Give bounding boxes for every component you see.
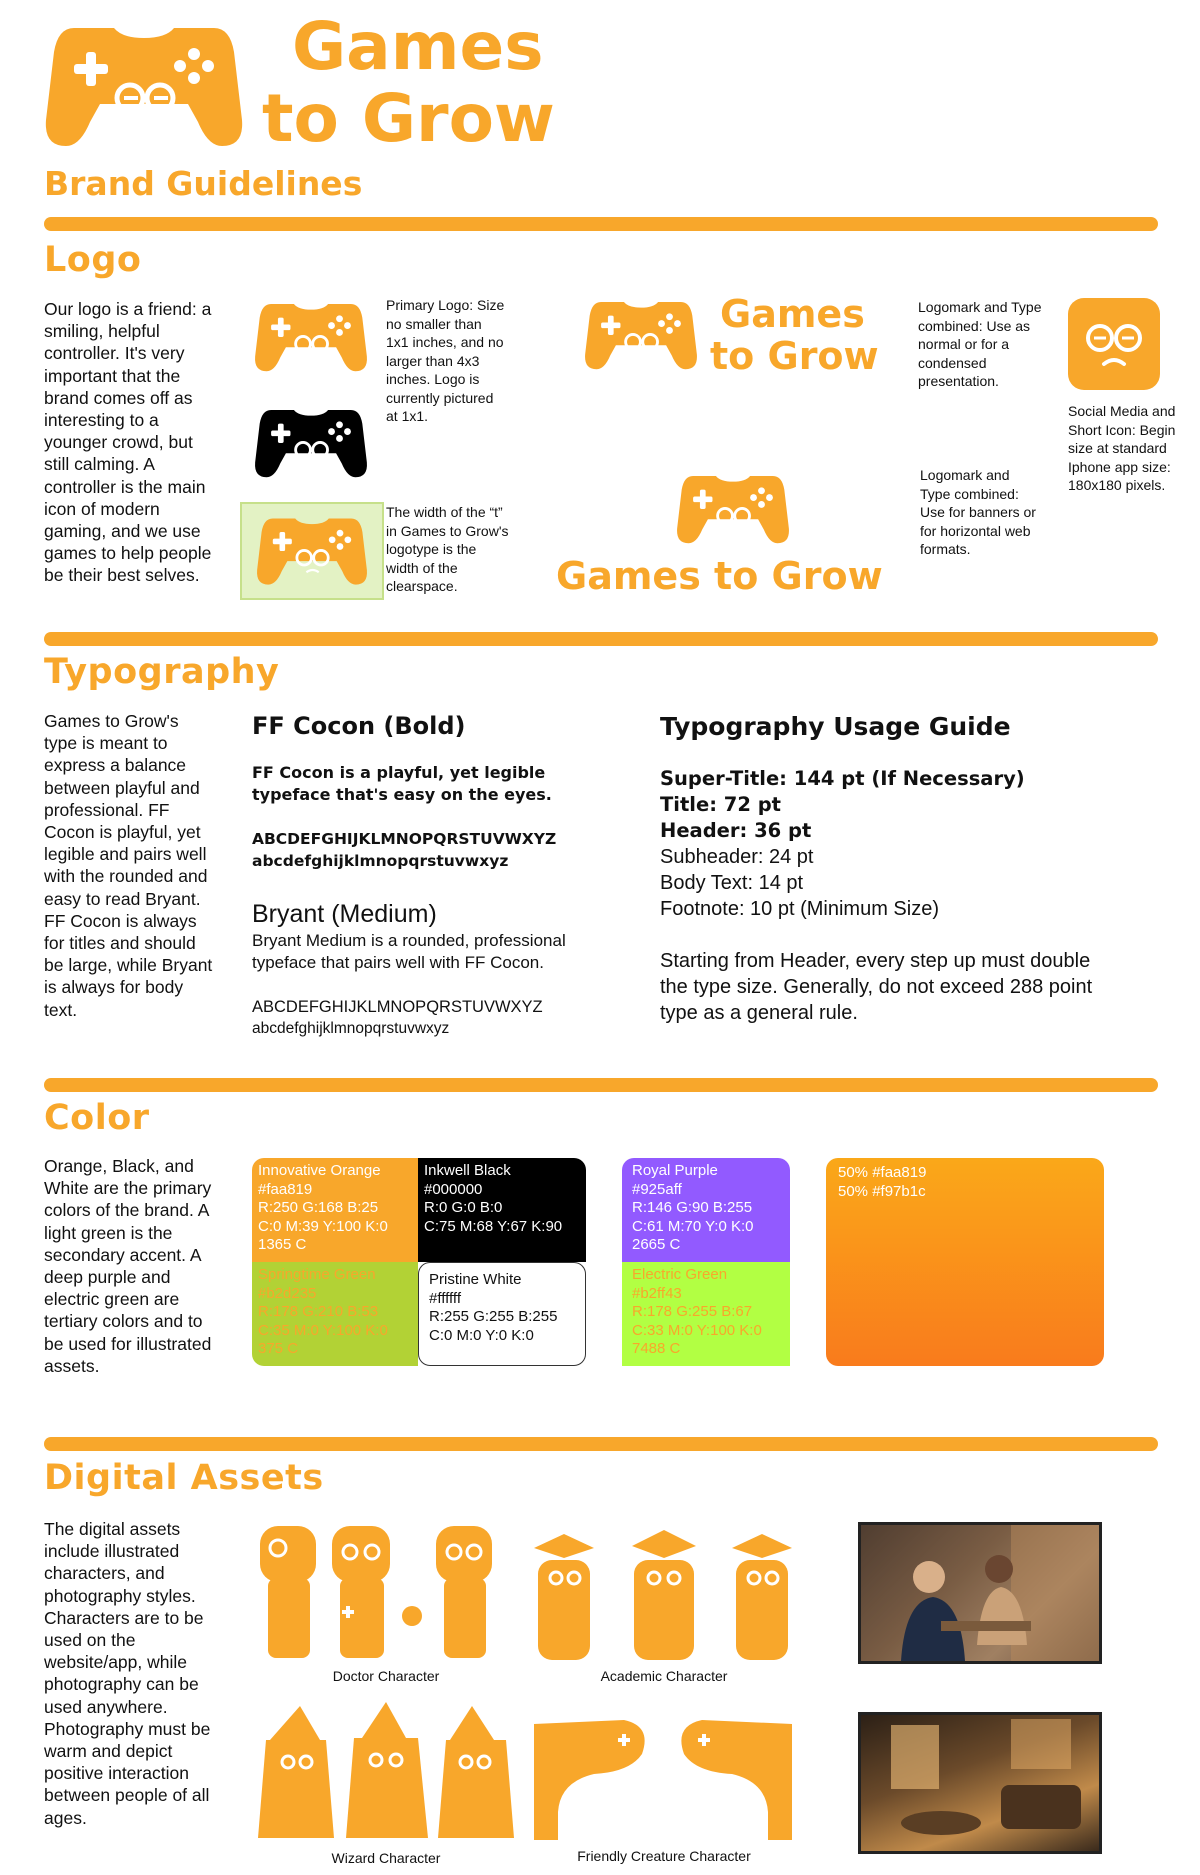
swatch-cmyk: C:0 M:0 Y:0 K:0 <box>429 1326 534 1344</box>
cocon-uppercase: ABCDEFGHIJKLMNOPQRSTUVWXYZ <box>252 830 557 848</box>
wizard-character-illustration <box>250 1700 522 1840</box>
swatch-rgb: R:255 G:255 B:255 <box>429 1308 558 1326</box>
digital-assets-intro: The digital assets include illustrated characters, and photography styles. Characters are to be used on the website/app, while photography can be used anywhere. Photography must be warm and depict positive interaction between people of all ages. <box>44 1519 211 1828</box>
swatch-royal-purple <box>622 1158 790 1262</box>
cocon-title: FF Cocon (Bold) <box>252 712 466 740</box>
logo-intro: Our logo is a friend: a smiling, helpful controller. It's very important that the brand comes off as interesting to a younger crowd, but still calming. A controller is the main icon of modern gaming, and we use games to help people be their best selves. <box>44 299 212 586</box>
divider <box>44 1437 1158 1451</box>
gradient-line1: 50% #faa819 <box>838 1164 927 1181</box>
swatch-rgb: R:146 G:90 B:255 <box>632 1199 753 1217</box>
guide-title-size: Title: 72 pt <box>660 793 782 816</box>
swatch-innovative-orange <box>252 1158 418 1262</box>
bryant-uppercase: ABCDEFGHIJKLMNOPQRSTUVWXYZ <box>252 998 543 1016</box>
icon-note: Social Media and Short Icon: Begin size at standard Iphone app size: 180x180 pixels. <box>1068 403 1176 493</box>
swatch-pms: 2665 C <box>632 1236 681 1254</box>
swatch-gradient <box>826 1158 1104 1366</box>
swatch-cmyk: C:0 M:39 Y:100 K:0 <box>258 1217 388 1235</box>
swatch-name: Electric Green <box>632 1266 728 1283</box>
brand-title-line2: to Grow <box>262 80 555 157</box>
swatch-hex: #b2d235 <box>258 1284 317 1302</box>
wizard-caption: Wizard Character <box>331 1850 441 1866</box>
condensed-word2: to Grow <box>710 334 879 378</box>
guide-body-size: Body Text: 14 pt <box>660 872 804 894</box>
academic-caption: Academic Character <box>600 1668 728 1684</box>
clearspace-note: The width of the “t” in Games to Grow's logotype is the width of the clearspace. <box>386 504 509 594</box>
swatch-inkwell-black <box>418 1158 586 1262</box>
clearspace-frame <box>240 502 384 600</box>
banner-word: Games to Grow <box>556 554 883 598</box>
divider <box>44 632 1158 646</box>
swatch-rgb: R:0 G:0 B:0 <box>424 1199 503 1217</box>
banner-logo-icon <box>676 470 790 548</box>
guide-rule: Starting from Header, every step up must double the type size. Generally, do not exceed 288 point type as a general rule. <box>660 950 1093 1024</box>
swatch-hex: #925aff <box>632 1180 682 1198</box>
swatch-rgb: R:178 G:210 B:53 <box>258 1303 379 1321</box>
swatch-hex: #b2ff43 <box>632 1284 682 1302</box>
page-subtitle: Brand Guidelines <box>44 164 363 203</box>
swatch-pms: 375 C <box>258 1340 299 1358</box>
typography-section-title: Typography <box>44 652 280 692</box>
usage-guide-title: Typography Usage Guide <box>660 712 1011 741</box>
bryant-description: Bryant Medium is a rounded, professional typeface that pairs well with FF Cocon. <box>252 931 566 972</box>
divider <box>44 1078 1158 1092</box>
guide-header-size: Header: 36 pt <box>660 819 812 842</box>
condensed-word1: Games <box>720 292 865 336</box>
guide-super-title: Super-Title: 144 pt (If Necessary) <box>660 767 1025 790</box>
app-icon <box>1068 298 1160 390</box>
black-logo-icon <box>254 404 368 482</box>
swatch-cmyk: C:61 M:70 Y:0 K:0 <box>632 1217 754 1235</box>
swatch-cmyk: C:33 M:0 Y:100 K:0 <box>632 1321 762 1339</box>
academic-character-illustration <box>524 1530 804 1662</box>
digital-assets-section-title: Digital Assets <box>44 1458 324 1498</box>
banner-note: Logomark and Type combined: Use for banners or for horizontal web formats. <box>920 467 1036 557</box>
swatch-pristine-white <box>418 1262 586 1366</box>
swatch-hex: #faa819 <box>258 1180 313 1198</box>
swatch-hex: #ffffff <box>429 1289 461 1307</box>
swatch-name: Inkwell Black <box>424 1162 511 1179</box>
swatch-cmyk: C:35 M:0 Y:100 K:0 <box>258 1321 388 1339</box>
clearspace-logo-icon <box>256 514 368 588</box>
swatch-cmyk: C:75 M:68 Y:67 K:90 <box>424 1217 563 1235</box>
swatch-name: Springtime Green <box>258 1266 376 1283</box>
creature-caption: Friendly Creature Character <box>577 1848 751 1864</box>
living-room-icon <box>861 1715 1099 1851</box>
color-section-title: Color <box>44 1098 150 1138</box>
controller-logo-icon <box>44 20 244 152</box>
face-icon <box>1068 298 1160 390</box>
swatch-name: Pristine White <box>429 1271 522 1288</box>
cocon-description: FF Cocon is a playful, yet legible typeface that's easy on the eyes. <box>252 763 552 804</box>
doctor-character-illustration <box>250 1520 522 1660</box>
office-meeting-photo <box>858 1522 1102 1664</box>
swatch-name: Royal Purple <box>632 1162 718 1179</box>
condensed-note: Logomark and Type combined: Use as normal or for a condensed presentation. <box>918 299 1042 389</box>
color-intro: Orange, Black, and White are the primary colors of the brand. A light green is the secondary accent. A deep purple and electric green are tertiary colors and to be used for illustrated assets. <box>44 1156 212 1376</box>
gradient-line2: 50% #f97b1c <box>838 1182 926 1200</box>
typography-intro: Games to Grow's type is meant to express a balance between playful and professional. FF Cocon is playful, yet legible and pairs well with the rounded and easy to read Bryant. FF Cocon is always for titles and should be large, while Bryant is always for body text. <box>44 711 213 1020</box>
divider <box>44 217 1158 231</box>
living-room-photo <box>858 1712 1102 1854</box>
swatch-rgb: R:250 G:168 B:25 <box>258 1199 379 1217</box>
guide-subheader-size: Subheader: 24 pt <box>660 846 814 868</box>
brand-title-line1: Games <box>292 8 544 85</box>
swatch-electric-green <box>622 1262 790 1366</box>
doctor-caption: Doctor Character <box>332 1668 440 1684</box>
primary-logo-note: Primary Logo: Size no smaller than 1x1 inches, and no larger than 4x3 inches. Logo is currently pictured at 1x1. <box>386 297 505 424</box>
swatch-rgb: R:178 G:255 B:67 <box>632 1303 753 1321</box>
guide-footnote-size: Footnote: 10 pt (Minimum Size) <box>660 898 939 920</box>
people-meeting-icon <box>861 1525 1099 1661</box>
bryant-lowercase: abcdefghijklmnopqrstuvwxyz <box>252 1020 450 1037</box>
swatch-pms: 7488 C <box>632 1340 681 1358</box>
swatch-pms: 1365 C <box>258 1236 307 1254</box>
swatch-name: Innovative Orange <box>258 1162 381 1179</box>
primary-logo-icon <box>254 298 368 376</box>
condensed-logo-icon <box>584 296 698 374</box>
bryant-title: Bryant (Medium) <box>252 900 437 928</box>
swatch-springtime-green <box>252 1262 418 1366</box>
creature-character-illustration <box>530 1716 796 1842</box>
cocon-lowercase: abcdefghijklmnopqrstuvwxyz <box>252 852 509 870</box>
logo-section-title: Logo <box>44 240 142 280</box>
swatch-hex: #000000 <box>424 1180 483 1198</box>
